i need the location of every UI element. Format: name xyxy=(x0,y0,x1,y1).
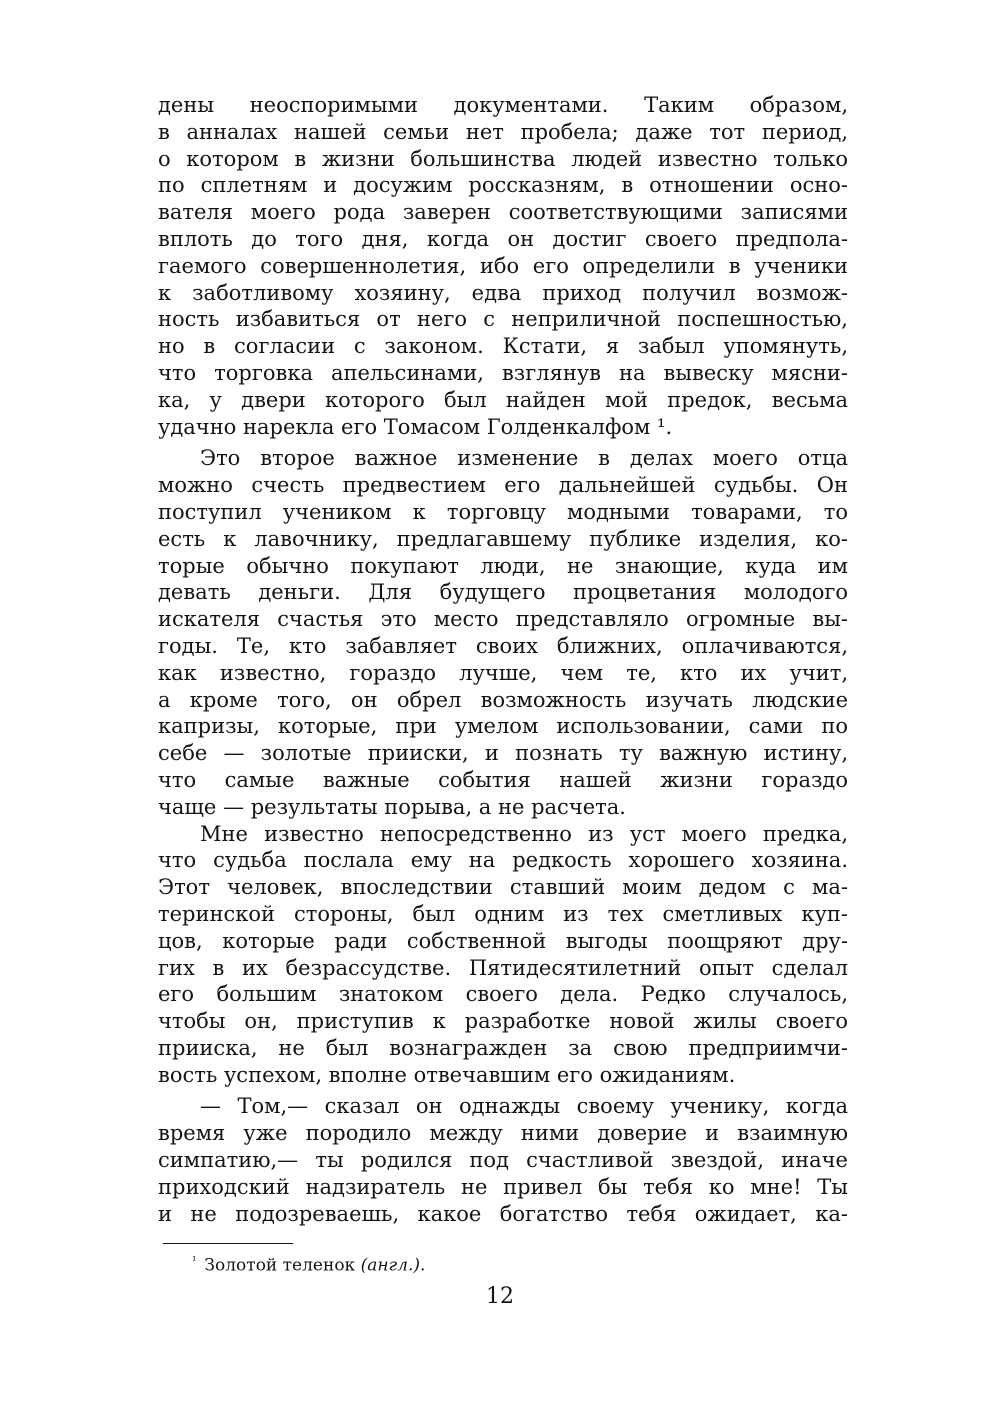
text-line: как известно, гораздо лучше, чем те, кто их учит, xyxy=(158,660,848,685)
paragraph-3 xyxy=(158,821,848,1089)
text-line: ка, у двери которого был найден мой предок, весьма xyxy=(158,387,848,412)
text-line: вплоть до того дня, когда он достиг своего предпола- xyxy=(158,226,848,251)
text-line: что самые важные события нашей жизни гораздо xyxy=(158,767,848,792)
text-line: гих в их безрассудстве. Пятидесятилетний опыт сделал xyxy=(158,955,848,980)
text-line: торые обычно покупают люди, не знающие, куда им xyxy=(158,553,848,578)
text-line: — Том,— сказал он однажды своему ученику, когда xyxy=(200,1094,848,1119)
text-line: годы. Те, кто забавляет своих ближних, оплачиваются, xyxy=(158,633,848,658)
footnote xyxy=(192,1250,425,1277)
footnote-text: Золотой теленок xyxy=(204,1255,356,1276)
text-line: есть к лавочнику, предлагавшему публике изделия, ко- xyxy=(158,526,848,551)
text-line: Мне известно непосредственно из уст моего предка, xyxy=(200,821,848,846)
text-line: его большим знатоком своего дела. Редко случалось, xyxy=(158,982,848,1007)
text-line: по сплетням и досужим россказням, в отношении осно- xyxy=(158,173,848,198)
text-line: Этот человек, впоследствии ставший моим дедом с ма- xyxy=(158,875,848,900)
text-line: чтобы он, приступив к разработке новой жилы своего xyxy=(158,1009,848,1034)
text-line: капризы, которые, при умелом использовании, сами по xyxy=(158,714,848,739)
page-number: 12 xyxy=(486,1284,514,1309)
text-line: но в согласии с законом. Кстати, я забыл упомянуть, xyxy=(158,334,848,359)
text-line: к заботливому хозяину, едва приход получил возмож- xyxy=(158,280,848,305)
text-line: дены неоспоримыми документами. Таким образом, xyxy=(158,93,848,117)
text-line: что судьба послала ему на редкость хорошего хозяина. xyxy=(158,848,848,873)
text-line: Это второе важное изменение в делах моего отца xyxy=(200,446,848,471)
text-line: в анналах нашей семьи нет пробела; даже тот период, xyxy=(158,119,848,144)
text-line: и не подозреваешь, какое богатство тебя ожидает, ка- xyxy=(158,1201,848,1226)
text-line: цов, которые ради собственной выгоды поощряют дру- xyxy=(158,928,848,953)
text-line: девать деньги. Для будущего процветания молодого xyxy=(158,580,848,605)
text-line: симпатию,— ты родился под счастливой звездой, иначе xyxy=(158,1148,848,1173)
text-line: а кроме того, он обрел возможность изучать людские xyxy=(158,687,848,712)
paragraph-2 xyxy=(158,445,848,820)
text-line: искателя счастья это место представляло огромные вы- xyxy=(158,607,848,632)
text-line: приходский надзиратель не привел бы тебя ко мне! Ты xyxy=(158,1174,848,1199)
text-line: что торговка апельсинами, взглянув на вывеску мясни- xyxy=(158,360,848,385)
footnote-divider xyxy=(163,1243,293,1244)
text-line: вость успехом, вполне отвечавшим его ожиданиям. xyxy=(158,1062,736,1087)
book-page-text xyxy=(158,92,848,1227)
text-line: поступил учеником к торговцу модными товарами, то xyxy=(158,499,848,524)
text-line: теринской стороны, был одним из тех сметливых куп- xyxy=(158,901,848,926)
text-line: чаще — результаты порыва, а не расчета. xyxy=(158,794,626,819)
text-line: себе — золотые прииски, и познать ту важную истину, xyxy=(158,741,848,766)
text-line: можно счесть предвестием его дальнейшей судьбы. Он xyxy=(158,473,848,498)
text-line: удачно нарекла его Томасом Голденкалфом ¹. xyxy=(158,414,673,439)
text-line: прииска, не был вознагражден за свою предприимчи- xyxy=(158,1035,848,1060)
paragraph-4 xyxy=(158,1093,848,1227)
text-line: ность избавиться от него с неприличной поспешностью, xyxy=(158,307,848,332)
paragraph-1 xyxy=(158,92,848,440)
footnote-note: (англ.). xyxy=(360,1255,426,1276)
text-line: о котором в жизни большинства людей известно только xyxy=(158,146,848,171)
text-line: гаемого совершеннолетия, ибо его определили в ученики xyxy=(158,253,848,278)
text-line: время уже породило между ними доверие и взаимную xyxy=(158,1121,848,1146)
footnote-mark: ¹ xyxy=(192,1254,197,1267)
text-line: вателя моего рода заверен соответствующими записями xyxy=(158,200,848,225)
